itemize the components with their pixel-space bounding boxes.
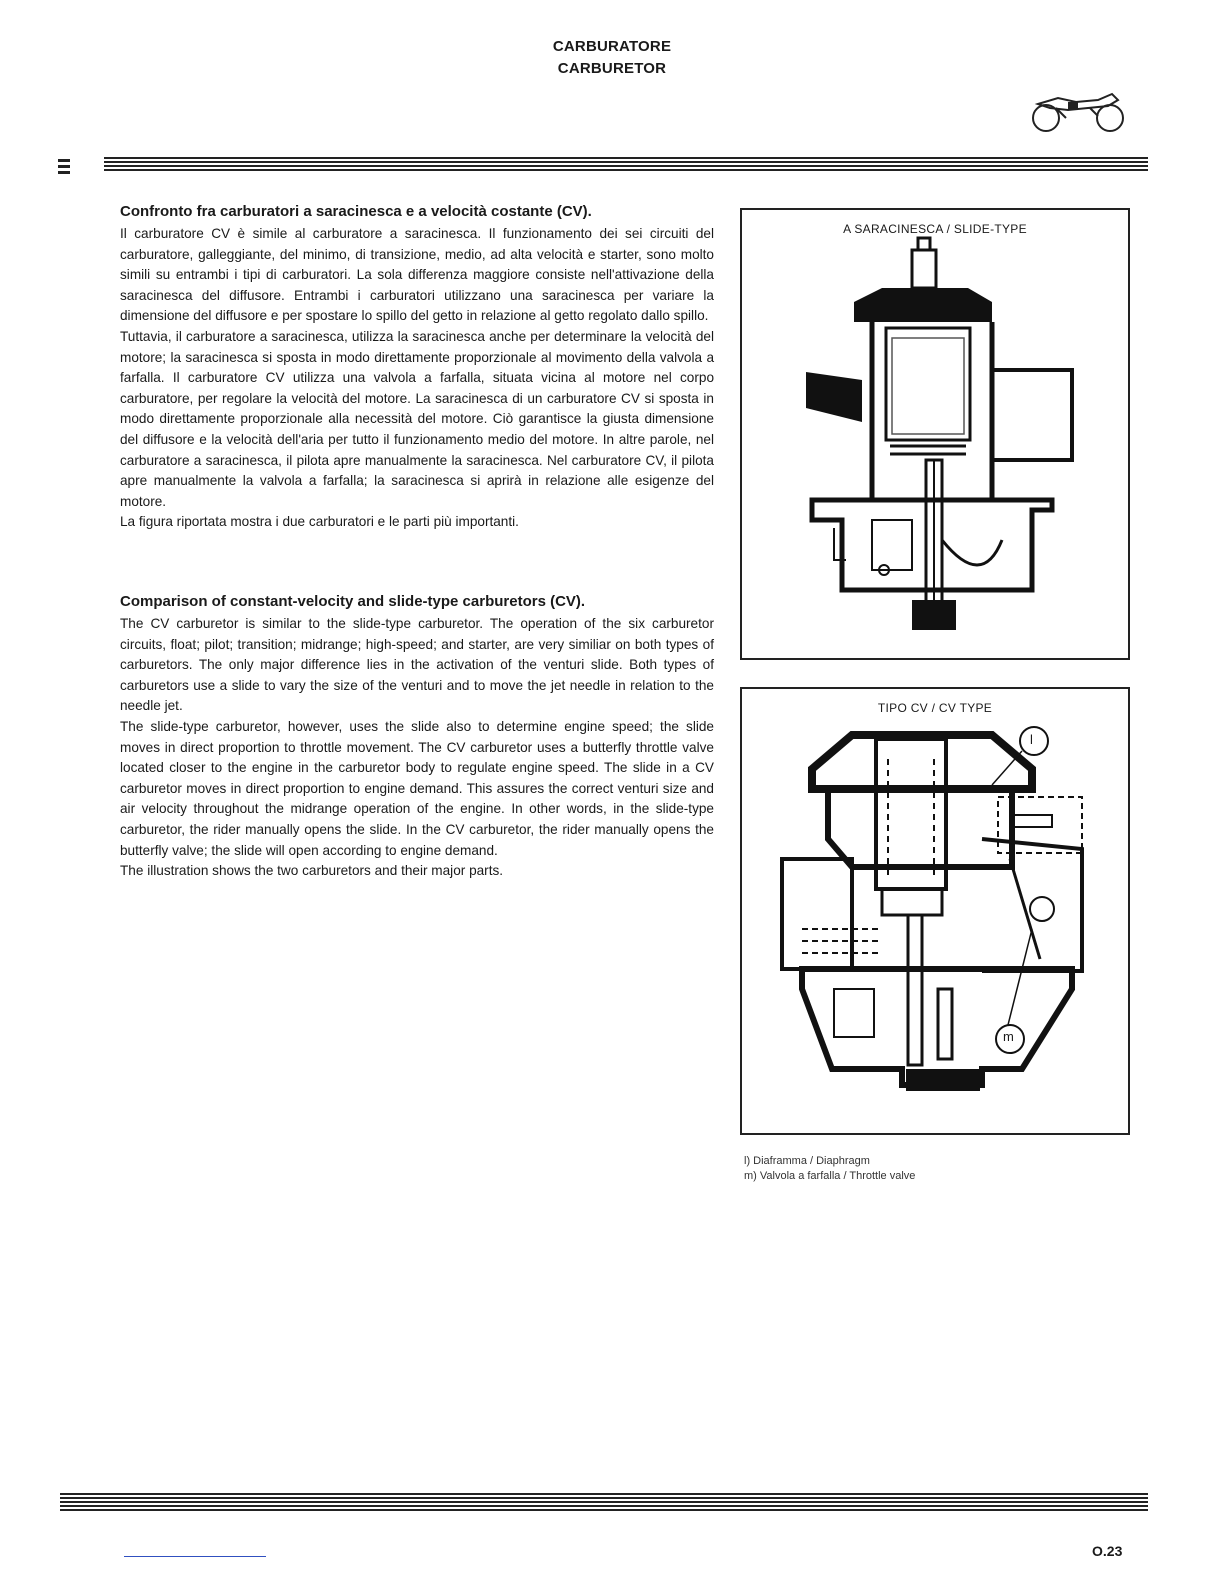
italian-paragraph-2: Tuttavia, il carburatore a saracinesca, utilizza la saracinesca anche per determinare la velocità del motore; la saracinesca si sposta in modo direttamente proporzionale al movimento della valvola a farfalla. Il carburatore CV utilizza una valvola a farfalla, situata vicina al motore nel corpo carburatore, per regolare la velocità del motore. La saracinesca di un carburatore CV si sposta in modo direttamente proporzionale alla necessità del motore. Ciò garantisce la giusta dimensione del diffusore e la velocità dell'aria per tutto il funzionamento medio del motore. In altre parole, nel carburatore a saracinesca, il pilota apre manualmente la saracinesca. Nel carburatore CV, il pilota apre manualmente la valvola a farfalla; la saracinesca si aprirà in relazione alle esigenze del motore. <box>120 328 714 509</box>
page-title-en: CARBURETOR <box>557 60 667 77</box>
english-paragraph-3: The illustration shows the two carburetors and their major parts. <box>120 863 504 879</box>
italian-paragraph-3: La figura riportata mostra i due carburatori e le parti più importanti. <box>120 514 519 530</box>
italian-section <box>120 202 714 533</box>
page-title-it: CARBURATORE <box>552 38 672 55</box>
link-underline[interactable] <box>124 1556 266 1557</box>
slide-type-caption: A SARACINESCA / SLIDE-TYPE <box>843 222 1027 236</box>
cv-type-caption: TIPO CV / CV TYPE <box>877 701 993 715</box>
slide-type-figure <box>740 208 1130 660</box>
italian-heading: Confronto fra carburatori a saracinesca e a velocità costante (CV). <box>120 203 592 220</box>
english-paragraph-1: The CV carburetor is similar to the slide-type carburetor. The operation of the six carburetor circuits, float; pilot; transition; midrange; high-speed; and starter, are very similiar on both types of carburetors. The only major difference lies in the activation of the venturi slide. Both types of carburetors use a slide to vary the size of the venturi and to move the jet needle in relation to the needle jet. <box>120 616 714 714</box>
callout-m: m <box>1003 1029 1014 1044</box>
legend-item-l: l) Diaframma / Diaphragm <box>744 1155 870 1167</box>
bottom-divider <box>60 1493 1148 1515</box>
italian-paragraph-1: Il carburatore CV è simile al carburatore a saracinesca. Il funzionamento dei sei circuiti del carburatore, galleggiante, del minimo, di transizione, medio, ad alta velocità e starter, sono molto simili su entrambi i tipi di carburatori. La sola differenza maggiore consiste nell'attivazione della saracinesca del diffusore. Entrambi i carburatori utilizzano una saracinesca per variare la dimensione del diffusore e per spostare lo spillo del getto in relazione al getto regolato dallo spillo. <box>120 226 714 324</box>
english-section <box>120 592 714 882</box>
top-divider <box>104 157 1148 175</box>
legend-item-m: m) Valvola a farfalla / Throttle valve <box>744 1170 916 1182</box>
callout-l: l <box>1030 732 1033 747</box>
page-number: O.23 <box>1092 1543 1123 1559</box>
cv-type-figure <box>740 687 1130 1135</box>
section-marker <box>58 159 70 181</box>
figure-legend <box>744 1154 915 1184</box>
english-paragraph-2: The slide-type carburetor, however, uses the slide also to determine engine speed; the slide moves in direct proportion to throttle movement. The CV carburetor uses a butterfly throttle valve located closer to the engine in the carburetor body to regulate engine speed. The slide in a CV carburetor moves in direct proportion to engine demand. This assures the correct venturi size and air velocity throughout the midrange operation of the engine. In other words, in the slide-type carburetor, the rider manually opens the slide. In the CV carburetor, the rider manually opens the butterfly valve; the slide will open according to engine demand. <box>120 718 714 858</box>
cv-carburetor-drawing <box>742 689 1128 1133</box>
motorcycle-icon <box>1028 86 1128 136</box>
english-heading: Comparison of constant-velocity and slide-type carburetors (CV). <box>120 593 586 610</box>
slide-carburetor-drawing <box>742 210 1128 658</box>
